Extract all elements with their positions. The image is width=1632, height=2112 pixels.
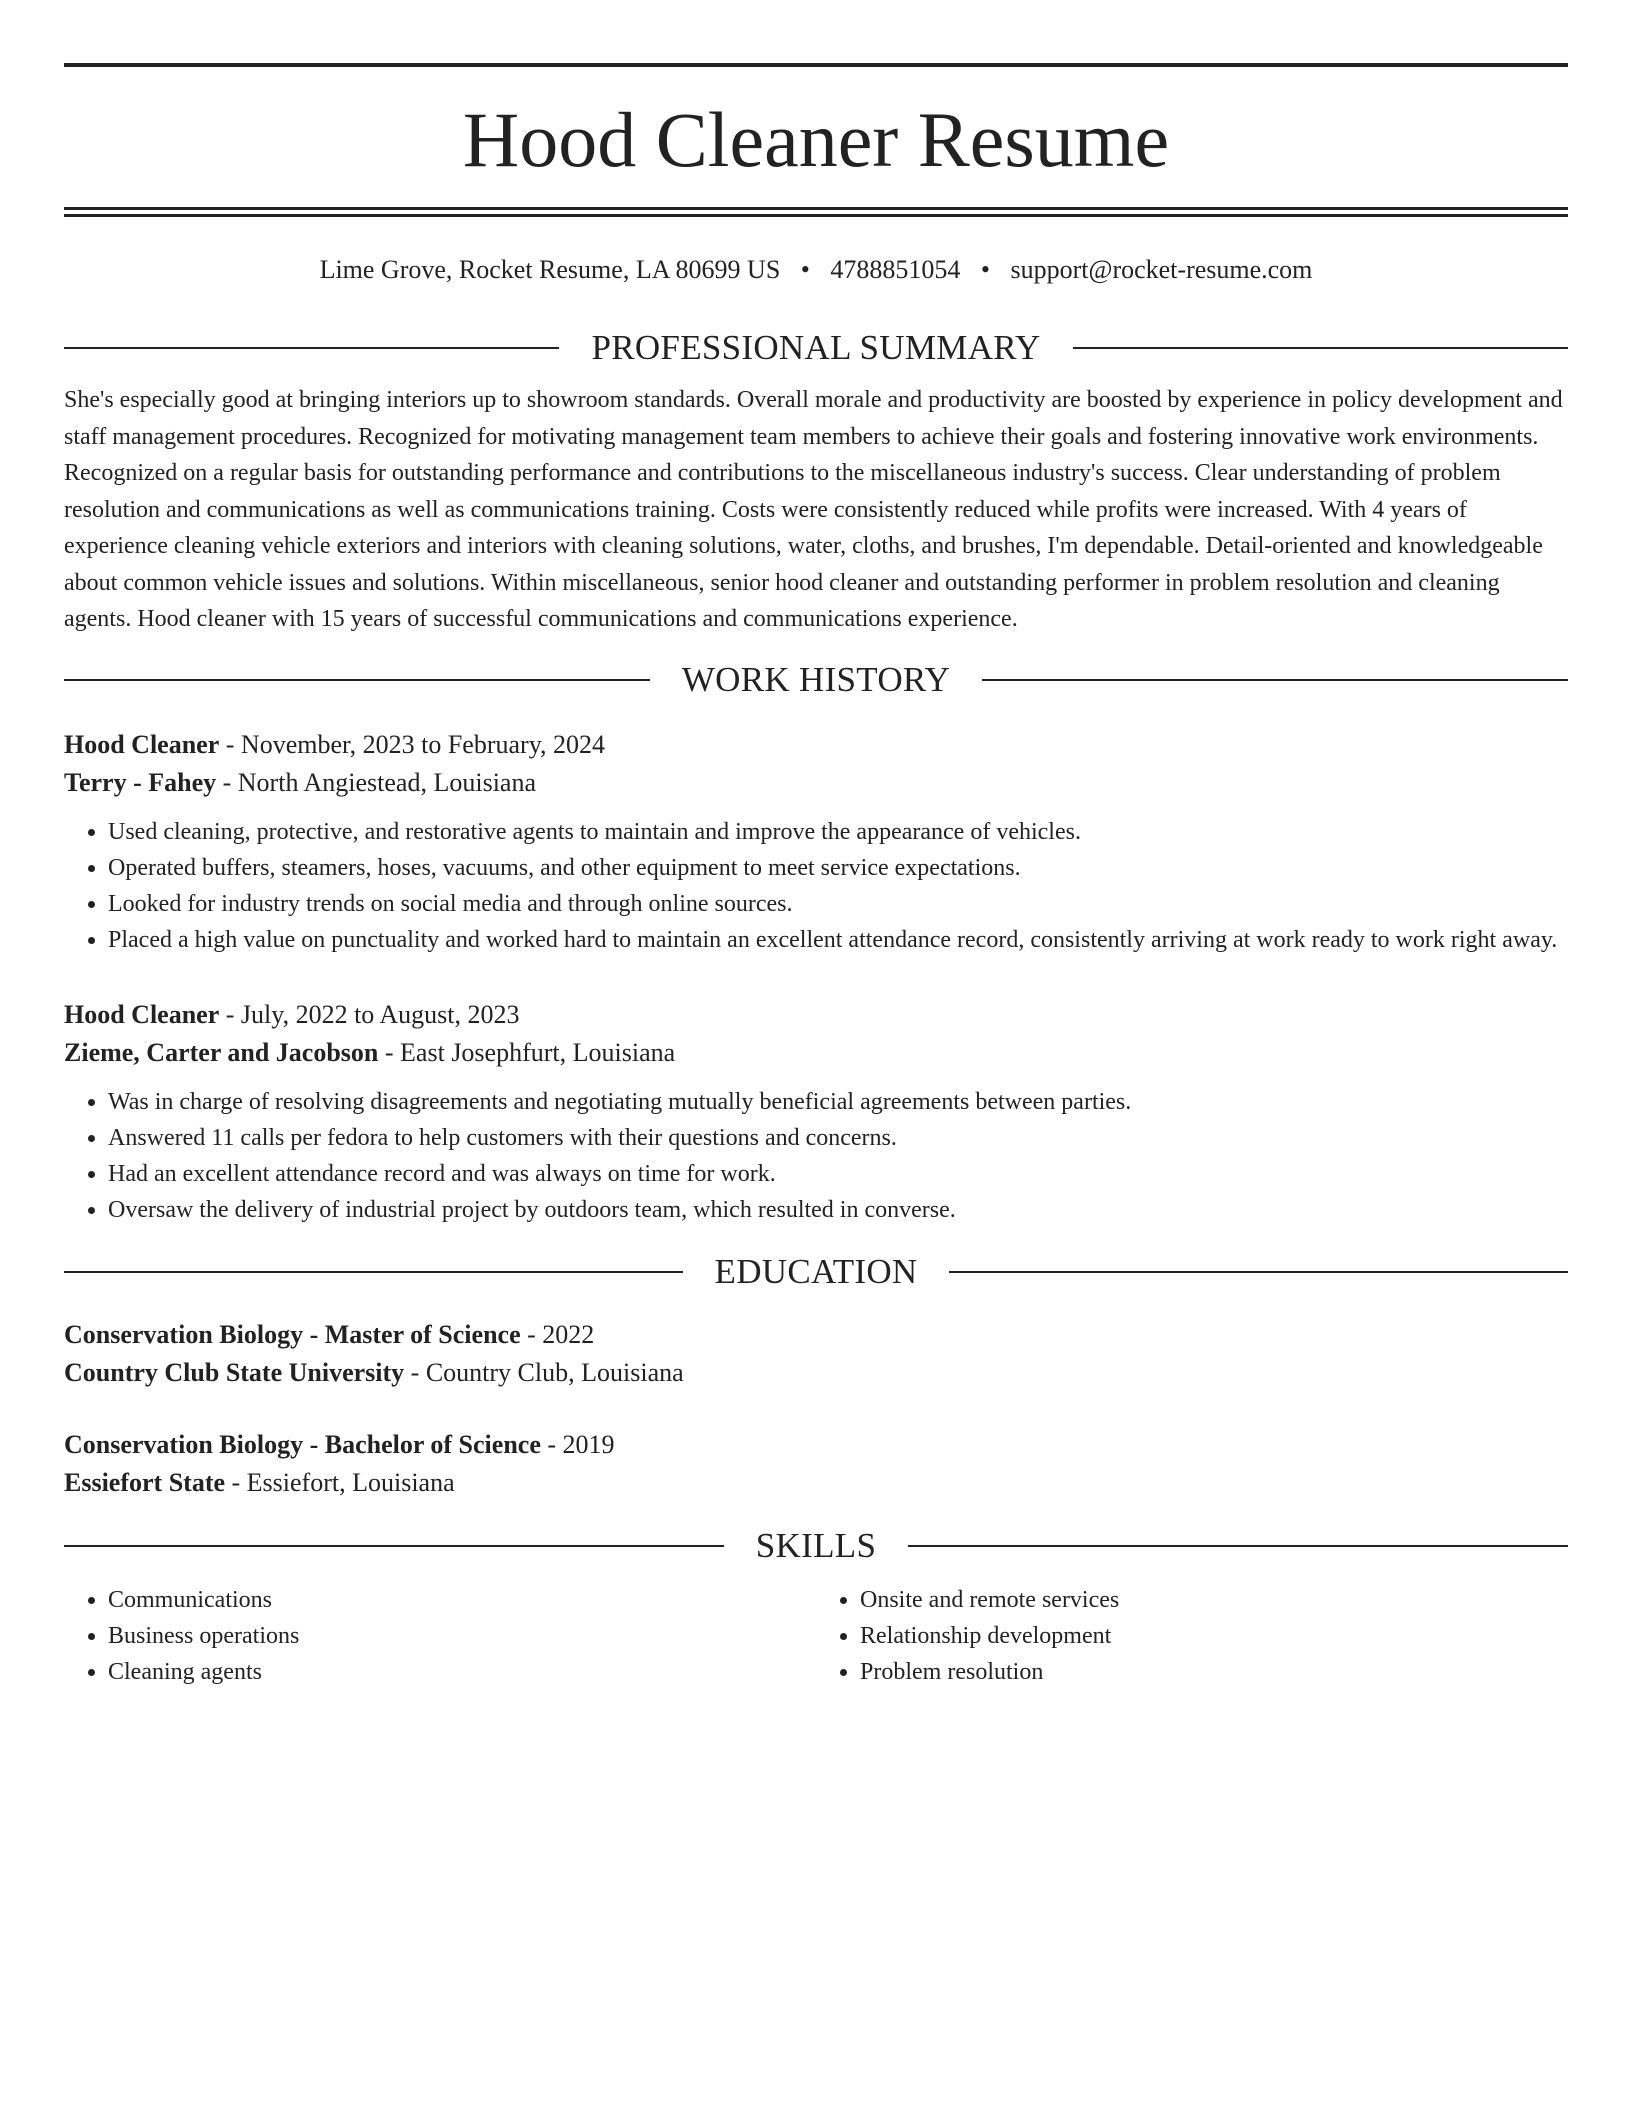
- school: Country Club State University: [64, 1357, 405, 1387]
- degree: Conservation Biology - Bachelor of Science: [64, 1429, 541, 1459]
- list-item: • Communications: [108, 1582, 816, 1618]
- job-location: - East Josephfurt, Louisiana: [378, 1037, 676, 1067]
- graduation-year: - 2022: [520, 1319, 595, 1349]
- job-entry: [64, 726, 1568, 958]
- section-title: SKILLS: [755, 1525, 877, 1565]
- list-item: • Cleaning agents: [108, 1654, 816, 1690]
- section-heading-education: [64, 1250, 1568, 1294]
- contact-separator: •: [980, 255, 990, 284]
- school-line: [64, 1464, 1568, 1502]
- job-company-line: [64, 1034, 1568, 1072]
- skills-list-right: [816, 1582, 1568, 1690]
- heading-rule: [64, 1545, 724, 1547]
- contact-separator: •: [800, 255, 810, 284]
- degree-line: [64, 1316, 1568, 1354]
- job-bullets: [64, 1084, 1568, 1228]
- job-company: Terry - Fahey: [64, 767, 217, 797]
- heading-rule: [949, 1271, 1568, 1273]
- title-double-rule: [64, 207, 1568, 217]
- page-title: Hood Cleaner Resume: [462, 96, 1170, 183]
- school-location: - Essiefort, Louisiana: [225, 1467, 455, 1497]
- section-heading-work: [64, 658, 1568, 702]
- contact-line: [64, 255, 1568, 295]
- education-entry: [64, 1316, 1568, 1392]
- degree-line: [64, 1426, 1568, 1464]
- heading-rule: [64, 679, 650, 681]
- list-item: • Relationship development: [860, 1618, 1568, 1654]
- list-item: • Operated buffers, steamers, hoses, vacuums, and other equipment to meet service expectations.: [108, 850, 1568, 886]
- heading-rule: [64, 347, 559, 349]
- list-item: • Had an excellent attendance record and was always on time for work.: [108, 1156, 1568, 1192]
- list-item: • Answered 11 calls per fedora to help customers with their questions and concerns.: [108, 1120, 1568, 1156]
- heading-rule: [64, 1271, 683, 1273]
- list-item: • Business operations: [108, 1618, 816, 1654]
- heading-rule: [982, 679, 1568, 681]
- section-title: WORK HISTORY: [681, 659, 951, 699]
- degree: Conservation Biology - Master of Science: [64, 1319, 521, 1349]
- list-item: • Onsite and remote services: [860, 1582, 1568, 1618]
- school-location: - Country Club, Louisiana: [404, 1357, 684, 1387]
- job-title: Hood Cleaner: [64, 729, 220, 759]
- section-heading-skills: [64, 1524, 1568, 1568]
- list-item: • Placed a high value on punctuality and worked hard to maintain an excellent attendance record, consistently arriving at work ready to work right away.: [108, 922, 1568, 958]
- school: Essiefort State: [64, 1467, 226, 1497]
- skills-columns: [64, 1582, 1568, 1690]
- graduation-year: - 2019: [540, 1429, 615, 1459]
- job-bullets: [64, 814, 1568, 958]
- top-rule: [64, 63, 1568, 67]
- section-title: PROFESSIONAL SUMMARY: [591, 328, 1041, 367]
- summary-text: She's especially good at bringing interiors up to showroom standards. Overall morale and productivity are boosted by experience in policy development and staff management procedures. Recognized for motivating management team members to achieve their goals and fostering innovative work environments. Recognized on a regular basis for outstanding performance and contributions to the miscellaneous industry's success. Clear understanding of problem resolution and communications as well as communications training. Costs were consistently reduced while profits were increased. With 4 years of experience cleaning vehicle exteriors and interiors with cleaning solutions, water, cloths, and brushes, I'm dependable. Detail-oriented and knowledgeable about common vehicle issues and solutions. Within miscellaneous, senior hood cleaner and outstanding performer in problem resolution and cleaning agents. Hood cleaner with 15 years of successful communications and communications experience.: [64, 387, 1563, 632]
- list-item: • Oversaw the delivery of industrial project by outdoors team, which resulted in converse.: [108, 1192, 1568, 1228]
- list-item: • Used cleaning, protective, and restorative agents to maintain and improve the appearance of vehicles.: [108, 814, 1568, 850]
- job-entry: [64, 996, 1568, 1228]
- contact-email: support@rocket-resume.com: [1010, 255, 1313, 284]
- job-title: Hood Cleaner: [64, 999, 220, 1029]
- job-dates: - November, 2023 to February, 2024: [219, 729, 606, 759]
- heading-rule: [1073, 347, 1568, 349]
- job-dates: - July, 2022 to August, 2023: [219, 999, 520, 1029]
- list-item: • Was in charge of resolving disagreements and negotiating mutually beneficial agreements between parties.: [108, 1084, 1568, 1120]
- education-entry: [64, 1426, 1568, 1502]
- contact-phone: 4788851054: [830, 255, 961, 284]
- job-company: Zieme, Carter and Jacobson: [64, 1037, 379, 1067]
- section-heading-summary: [64, 326, 1568, 370]
- heading-rule: [908, 1545, 1568, 1547]
- school-line: [64, 1354, 1568, 1392]
- job-title-line: [64, 726, 1568, 764]
- list-item: • Problem resolution: [860, 1654, 1568, 1690]
- list-item: • Looked for industry trends on social media and through online sources.: [108, 886, 1568, 922]
- job-location: - North Angiestead, Louisiana: [216, 767, 536, 797]
- section-title: EDUCATION: [714, 1251, 918, 1291]
- skills-list-left: [64, 1582, 816, 1690]
- contact-address: Lime Grove, Rocket Resume, LA 80699 US: [319, 255, 781, 284]
- job-title-line: [64, 996, 1568, 1034]
- job-company-line: [64, 764, 1568, 802]
